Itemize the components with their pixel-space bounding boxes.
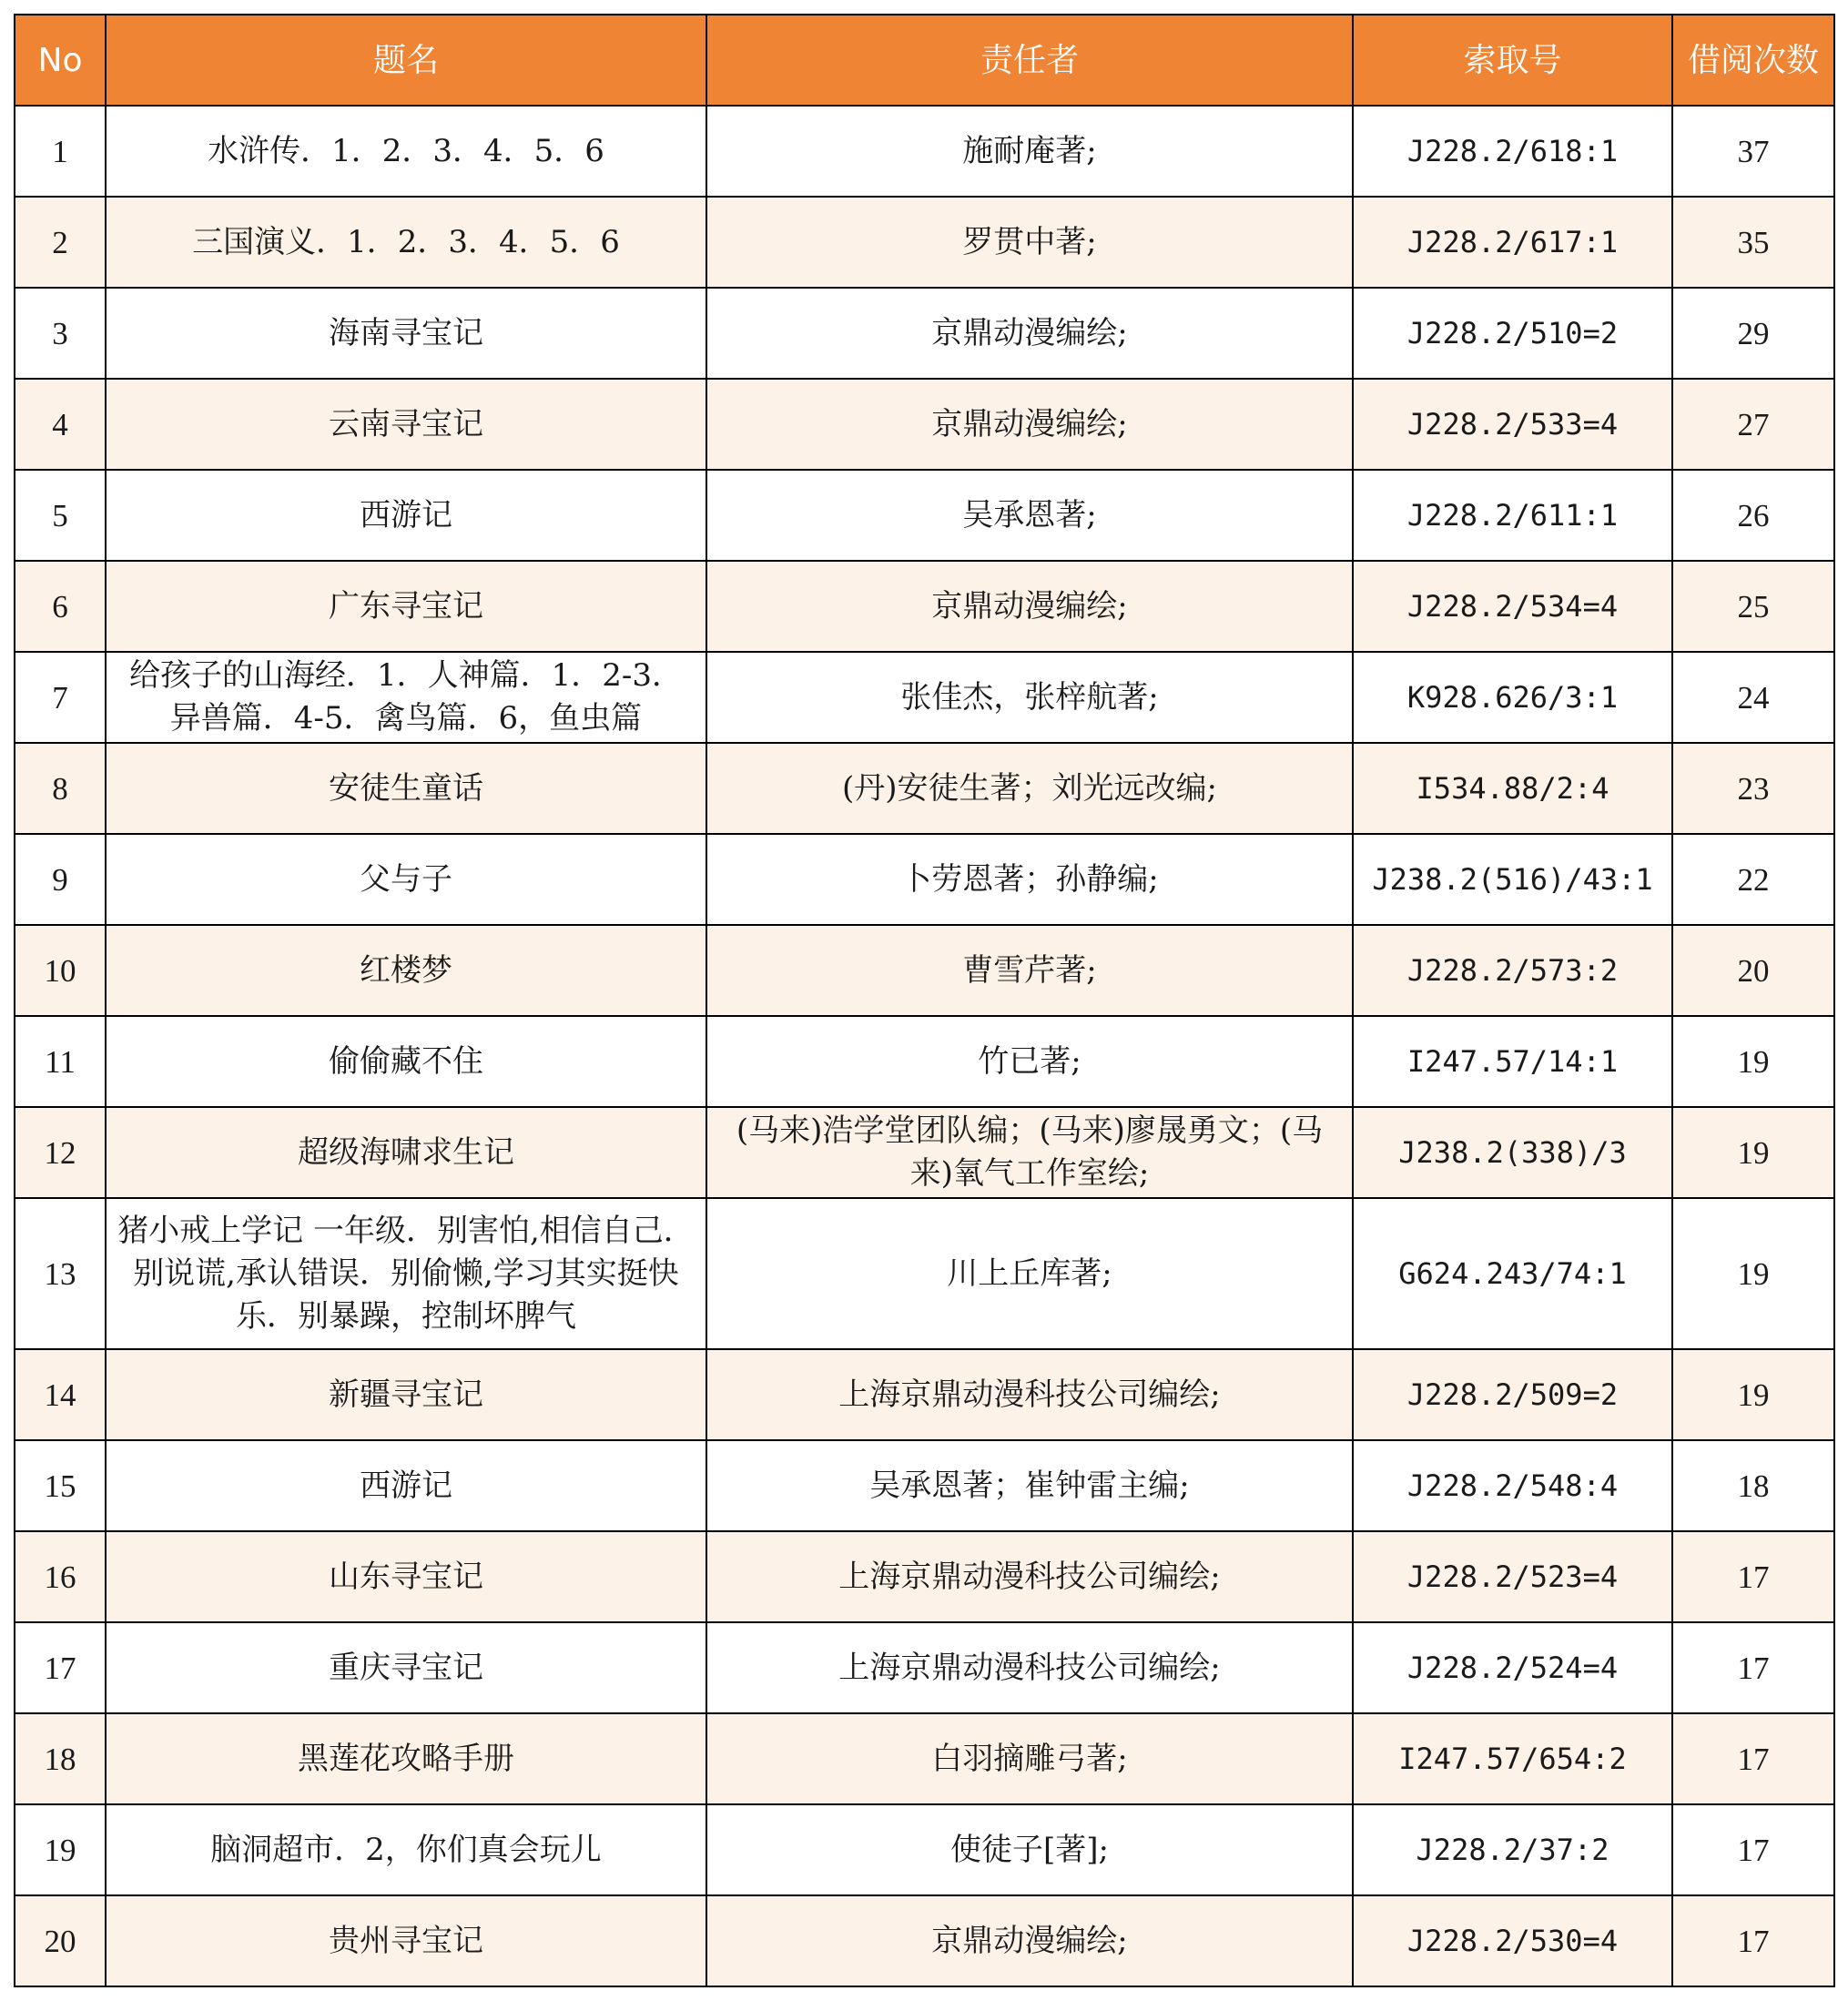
cell-call-number: I247.57/654:2 — [1353, 1713, 1672, 1804]
table-row — [15, 561, 1834, 652]
table-row — [15, 1622, 1834, 1713]
cell-title: 黑莲花攻略手册 — [106, 1713, 706, 1804]
cell-author: 京鼎动漫编绘; — [706, 1895, 1353, 1986]
cell-no: 14 — [15, 1349, 106, 1440]
cell-author: 竹已著; — [706, 1016, 1353, 1107]
column-header-no: No — [15, 15, 106, 106]
column-header-title: 题名 — [106, 15, 706, 106]
cell-borrow-count: 25 — [1672, 561, 1834, 652]
cell-title: 红楼梦 — [106, 925, 706, 1016]
cell-call-number: J228.2/573:2 — [1353, 925, 1672, 1016]
table-row — [15, 1713, 1834, 1804]
cell-no: 20 — [15, 1895, 106, 1986]
cell-borrow-count: 17 — [1672, 1895, 1834, 1986]
cell-title: 云南寻宝记 — [106, 379, 706, 470]
cell-author: (马来)浩学堂团队编；(马来)廖晟勇文；(马来)氧气工作室绘; — [706, 1107, 1353, 1198]
cell-borrow-count: 19 — [1672, 1349, 1834, 1440]
cell-borrow-count: 29 — [1672, 288, 1834, 379]
cell-author: 上海京鼎动漫科技公司编绘; — [706, 1622, 1353, 1713]
cell-title: 脑洞超市．2，你们真会玩儿 — [106, 1804, 706, 1895]
table-row — [15, 1198, 1834, 1349]
cell-call-number: J228.2/617:1 — [1353, 197, 1672, 288]
cell-author: 曹雪芹著; — [706, 925, 1353, 1016]
cell-author: 吴承恩著；崔钟雷主编; — [706, 1440, 1353, 1531]
cell-borrow-count: 17 — [1672, 1531, 1834, 1622]
cell-no: 10 — [15, 925, 106, 1016]
cell-call-number: J238.2(516)/43:1 — [1353, 834, 1672, 925]
cell-borrow-count: 22 — [1672, 834, 1834, 925]
table-header-row — [15, 15, 1834, 106]
cell-call-number: J228.2/523=4 — [1353, 1531, 1672, 1622]
cell-no: 7 — [15, 652, 106, 743]
cell-borrow-count: 35 — [1672, 197, 1834, 288]
cell-author: 川上丘库著; — [706, 1198, 1353, 1349]
table-row — [15, 197, 1834, 288]
table-row — [15, 379, 1834, 470]
cell-borrow-count: 24 — [1672, 652, 1834, 743]
cell-title: 给孩子的山海经．1．人神篇．1．2-3．异兽篇．4-5．禽鸟篇．6，鱼虫篇 — [106, 652, 706, 743]
cell-borrow-count: 19 — [1672, 1107, 1834, 1198]
table-row — [15, 652, 1834, 743]
column-header-borrow-count: 借阅次数 — [1672, 15, 1834, 106]
cell-no: 11 — [15, 1016, 106, 1107]
table-row — [15, 1895, 1834, 1986]
cell-no: 1 — [15, 106, 106, 197]
table-row — [15, 1107, 1834, 1198]
cell-call-number: J228.2/509=2 — [1353, 1349, 1672, 1440]
cell-no: 13 — [15, 1198, 106, 1349]
table-row — [15, 1016, 1834, 1107]
cell-no: 9 — [15, 834, 106, 925]
cell-author: (丹)安徒生著；刘光远改编; — [706, 743, 1353, 834]
cell-title: 偷偷藏不住 — [106, 1016, 706, 1107]
table-row — [15, 470, 1834, 561]
cell-borrow-count: 20 — [1672, 925, 1834, 1016]
cell-author: 上海京鼎动漫科技公司编绘; — [706, 1531, 1353, 1622]
cell-call-number: J228.2/611:1 — [1353, 470, 1672, 561]
cell-title: 西游记 — [106, 470, 706, 561]
cell-author: 京鼎动漫编绘; — [706, 379, 1353, 470]
cell-title: 水浒传．1．2．3．4．5．6 — [106, 106, 706, 197]
cell-borrow-count: 17 — [1672, 1804, 1834, 1895]
borrow-ranking-table — [14, 14, 1835, 1987]
table-row — [15, 1440, 1834, 1531]
table-row — [15, 834, 1834, 925]
cell-no: 15 — [15, 1440, 106, 1531]
cell-no: 4 — [15, 379, 106, 470]
table-row — [15, 1531, 1834, 1622]
cell-title: 广东寻宝记 — [106, 561, 706, 652]
cell-title: 父与子 — [106, 834, 706, 925]
cell-no: 6 — [15, 561, 106, 652]
cell-no: 16 — [15, 1531, 106, 1622]
cell-no: 8 — [15, 743, 106, 834]
table-row — [15, 288, 1834, 379]
cell-call-number: J238.2(338)/3 — [1353, 1107, 1672, 1198]
cell-call-number: J228.2/533=4 — [1353, 379, 1672, 470]
cell-borrow-count: 18 — [1672, 1440, 1834, 1531]
cell-call-number: K928.626/3:1 — [1353, 652, 1672, 743]
cell-no: 2 — [15, 197, 106, 288]
cell-call-number: J228.2/534=4 — [1353, 561, 1672, 652]
cell-no: 3 — [15, 288, 106, 379]
cell-no: 5 — [15, 470, 106, 561]
cell-title: 海南寻宝记 — [106, 288, 706, 379]
cell-author: 罗贯中著; — [706, 197, 1353, 288]
cell-call-number: I247.57/14:1 — [1353, 1016, 1672, 1107]
column-header-author: 责任者 — [706, 15, 1353, 106]
cell-no: 17 — [15, 1622, 106, 1713]
cell-author: 使徒子[著]; — [706, 1804, 1353, 1895]
cell-call-number: J228.2/524=4 — [1353, 1622, 1672, 1713]
cell-title: 新疆寻宝记 — [106, 1349, 706, 1440]
cell-call-number: I534.88/2:4 — [1353, 743, 1672, 834]
cell-author: 吴承恩著; — [706, 470, 1353, 561]
cell-no: 19 — [15, 1804, 106, 1895]
cell-title: 重庆寻宝记 — [106, 1622, 706, 1713]
cell-call-number: J228.2/530=4 — [1353, 1895, 1672, 1986]
cell-borrow-count: 27 — [1672, 379, 1834, 470]
cell-title: 山东寻宝记 — [106, 1531, 706, 1622]
table-row — [15, 106, 1834, 197]
cell-author: 张佳杰，张梓航著; — [706, 652, 1353, 743]
cell-borrow-count: 23 — [1672, 743, 1834, 834]
cell-call-number: J228.2/548:4 — [1353, 1440, 1672, 1531]
table-row — [15, 743, 1834, 834]
table-row — [15, 1349, 1834, 1440]
cell-call-number: J228.2/618:1 — [1353, 106, 1672, 197]
cell-borrow-count: 26 — [1672, 470, 1834, 561]
cell-borrow-count: 17 — [1672, 1622, 1834, 1713]
cell-title: 超级海啸求生记 — [106, 1107, 706, 1198]
cell-call-number: J228.2/37:2 — [1353, 1804, 1672, 1895]
table-row — [15, 925, 1834, 1016]
cell-title: 三国演义．1．2．3．4．5．6 — [106, 197, 706, 288]
cell-author: 白羽摘雕弓著; — [706, 1713, 1353, 1804]
cell-author: 上海京鼎动漫科技公司编绘; — [706, 1349, 1353, 1440]
cell-call-number: J228.2/510=2 — [1353, 288, 1672, 379]
cell-title: 贵州寻宝记 — [106, 1895, 706, 1986]
cell-borrow-count: 19 — [1672, 1198, 1834, 1349]
cell-author: 京鼎动漫编绘; — [706, 288, 1353, 379]
column-header-call-number: 索取号 — [1353, 15, 1672, 106]
cell-title: 安徒生童话 — [106, 743, 706, 834]
cell-title: 猪小戒上学记 一年级．别害怕,相信自己．别说谎,承认错误．别偷懒,学习其实挺快乐．别暴躁，控制坏脾气 — [106, 1198, 706, 1349]
cell-borrow-count: 37 — [1672, 106, 1834, 197]
cell-borrow-count: 19 — [1672, 1016, 1834, 1107]
cell-no: 12 — [15, 1107, 106, 1198]
cell-author: 京鼎动漫编绘; — [706, 561, 1353, 652]
cell-no: 18 — [15, 1713, 106, 1804]
cell-title: 西游记 — [106, 1440, 706, 1531]
cell-author: 卜劳恩著；孙静编; — [706, 834, 1353, 925]
cell-call-number: G624.243/74:1 — [1353, 1198, 1672, 1349]
cell-author: 施耐庵著; — [706, 106, 1353, 197]
cell-borrow-count: 17 — [1672, 1713, 1834, 1804]
table-row — [15, 1804, 1834, 1895]
table-body — [15, 106, 1834, 1986]
